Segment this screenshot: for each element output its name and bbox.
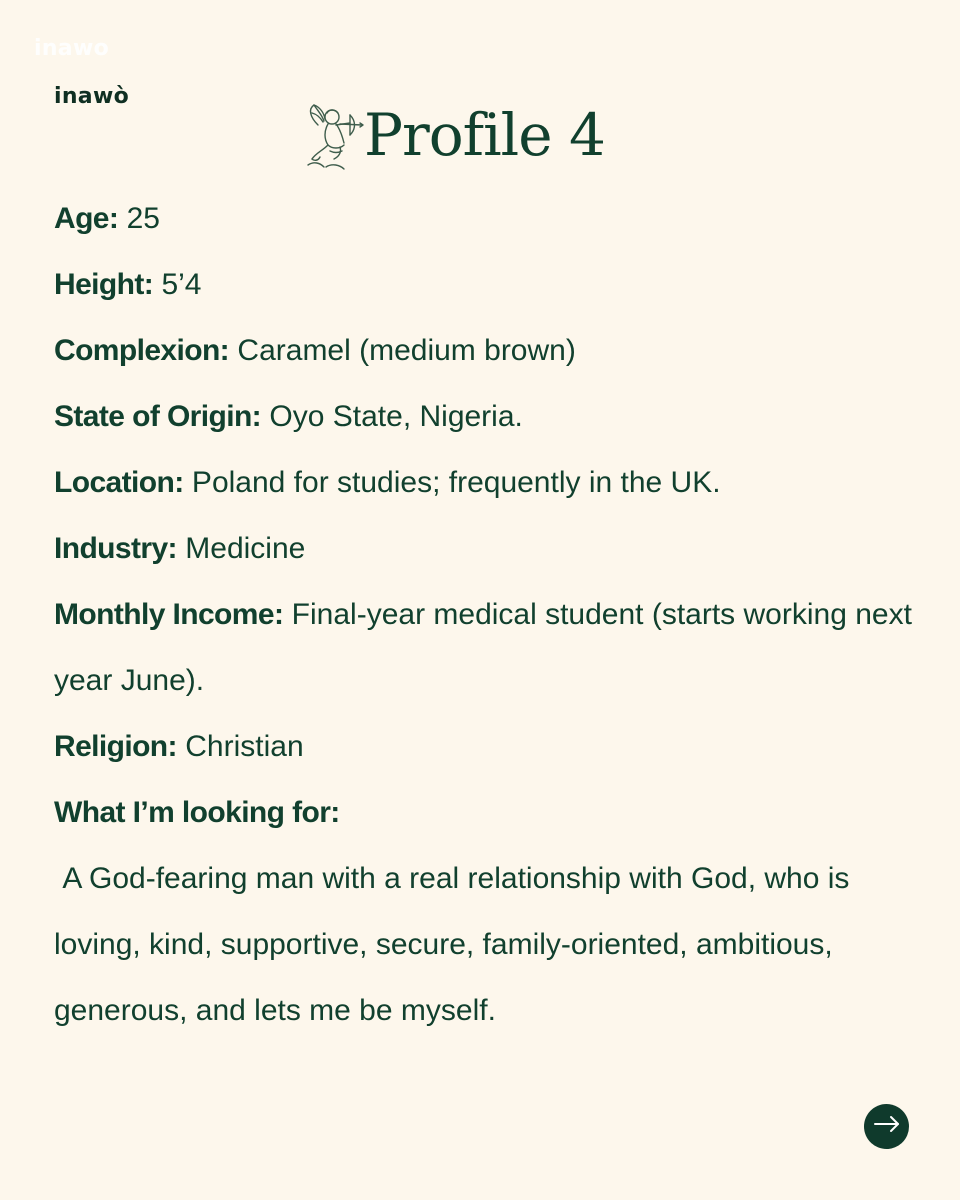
field-value: Oyo State, Nigeria. [261, 400, 523, 433]
field-label: Industry: [54, 532, 177, 565]
field-label: Location: [54, 466, 184, 499]
field-label: Age: [54, 202, 119, 235]
field-label: State of Origin: [54, 400, 262, 433]
field-label: Religion: [54, 730, 177, 763]
field-label: Monthly Income: [54, 598, 284, 631]
field-value: Final-year medical student (starts working next year June). [54, 598, 912, 697]
next-button[interactable] [864, 1104, 909, 1149]
field-age [54, 186, 934, 252]
arrow-right-icon [873, 1115, 901, 1138]
looking-for-text: A God-fearing man with a real relationship with God, who is loving, kind, supportive, secure, family-oriented, ambitious, generous, and lets me be myself. [54, 862, 850, 1027]
field-height [54, 252, 934, 318]
field-value: Medicine [176, 532, 306, 565]
field-value: Caramel (medium brown) [229, 334, 576, 367]
field-value: 25 [118, 202, 160, 235]
page-title: Profile 4 [364, 101, 605, 169]
field-monthly-income [54, 582, 934, 714]
field-value: Christian [176, 730, 304, 763]
field-state-of-origin [54, 384, 934, 450]
field-label: Complexion: [54, 334, 230, 367]
cupid-icon [300, 95, 364, 175]
field-religion [54, 714, 934, 780]
field-value: 5’4 [153, 268, 202, 301]
brand-logo: inawò [54, 84, 129, 109]
field-complexion [54, 318, 934, 384]
field-looking-for [54, 780, 934, 846]
watermark-logo: inawo [34, 36, 109, 61]
field-label: Height: [54, 268, 154, 301]
title-block [300, 90, 605, 180]
field-value: Poland for studies; frequently in the UK. [183, 466, 721, 499]
field-industry [54, 516, 934, 582]
profile-fields [54, 186, 934, 1044]
field-label: What I’m looking for: [54, 796, 340, 829]
field-location [54, 450, 934, 516]
